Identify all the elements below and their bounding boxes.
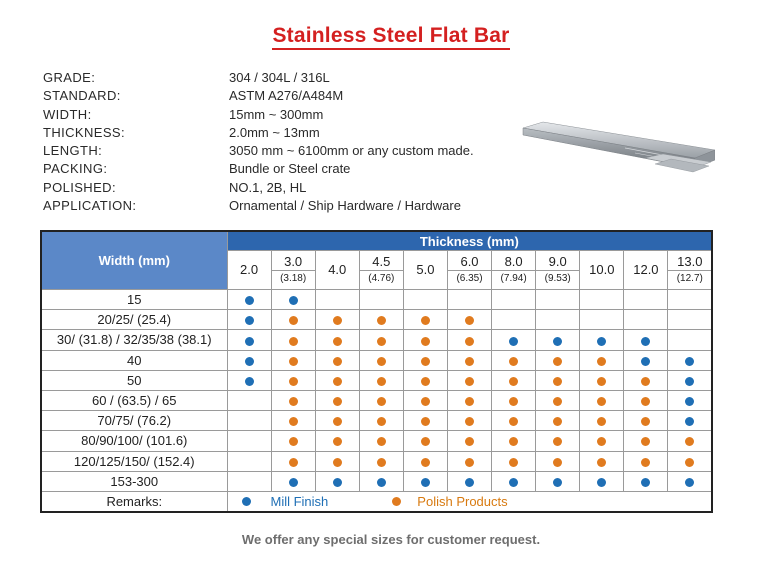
polish-product-dot-icon [509, 417, 518, 426]
spec-label: GRADE: [43, 70, 96, 85]
availability-cell [536, 310, 580, 330]
availability-cell [624, 390, 668, 410]
availability-cell [492, 431, 536, 451]
availability-cell [315, 310, 359, 330]
availability-cell [624, 370, 668, 390]
thickness-value: 5.0 [416, 262, 435, 277]
polish-product-dot-icon [597, 437, 606, 446]
polish-product-dot-icon [641, 417, 650, 426]
thickness-col-header [315, 251, 359, 290]
availability-cell [492, 370, 536, 390]
polish-product-dot-icon [421, 417, 430, 426]
availability-cell [580, 431, 624, 451]
availability-cell [315, 350, 359, 370]
availability-cell [403, 370, 447, 390]
table-row [41, 390, 712, 410]
availability-cell [536, 370, 580, 390]
availability-cell [668, 390, 712, 410]
availability-cell [315, 451, 359, 471]
availability-cell [492, 471, 536, 491]
availability-cell [359, 471, 403, 491]
polish-product-dot-icon [509, 458, 518, 467]
polish-product-dot-icon [465, 377, 474, 386]
thickness-value: 10.0 [589, 262, 615, 277]
polish-product-dot-icon [289, 316, 298, 325]
width-label: 153-300 [41, 471, 227, 491]
footer-note: We offer any special sizes for customer request. [241, 532, 541, 547]
spec-label: POLISHED: [43, 179, 116, 195]
mill-finish-dot-icon [333, 478, 342, 487]
availability-cell [580, 411, 624, 431]
availability-cell [271, 390, 315, 410]
width-header: Width (mm) [41, 231, 227, 290]
thickness-inch-equivalent: (4.76) [360, 270, 403, 287]
availability-cell [580, 290, 624, 310]
polish-product-dot-icon [421, 397, 430, 406]
availability-cell [359, 350, 403, 370]
polish-product-dot-icon [553, 397, 562, 406]
width-label: 80/90/100/ (101.6) [41, 431, 227, 451]
availability-cell [624, 451, 668, 471]
availability-cell [624, 350, 668, 370]
polish-product-dot-icon [377, 316, 386, 325]
width-label: 20/25/ (25.4) [41, 310, 227, 330]
polish-product-dot-icon [509, 437, 518, 446]
polish-product-dot-icon [421, 377, 430, 386]
mill-finish-dot-icon [245, 337, 254, 346]
availability-cell [492, 350, 536, 370]
mill-finish-dot-icon [289, 296, 298, 305]
page-title: Stainless Steel Flat Bar [0, 24, 782, 48]
thickness-value: 3.0 [284, 254, 303, 269]
polish-product-dot-icon [465, 357, 474, 366]
mill-finish-dot-icon [597, 337, 606, 346]
mill-finish-dot-icon [685, 478, 694, 487]
polish-product-dot-icon [641, 437, 650, 446]
polish-product-dot-icon [333, 458, 342, 467]
thickness-header: Thickness (mm) [227, 231, 712, 251]
availability-cell [315, 290, 359, 310]
availability-cell [536, 471, 580, 491]
polish-product-dot-icon [421, 458, 430, 467]
availability-cell [271, 290, 315, 310]
width-label: 70/75/ (76.2) [41, 411, 227, 431]
legend-mill-finish: Mill Finish [270, 493, 329, 509]
availability-cell [447, 451, 491, 471]
thickness-value: 2.0 [240, 262, 259, 277]
mill-finish-dot-icon [685, 397, 694, 406]
availability-cell [227, 310, 271, 330]
spec-label: APPLICATION: [43, 198, 137, 214]
availability-cell [227, 290, 271, 310]
availability-cell [492, 451, 536, 471]
availability-cell [403, 290, 447, 310]
polish-product-dot-icon [333, 357, 342, 366]
legend [227, 491, 712, 512]
mill-finish-dot-icon [289, 478, 298, 487]
table-row [41, 451, 712, 471]
thickness-col-header [447, 251, 491, 290]
availability-cell [227, 330, 271, 350]
availability-cell [403, 330, 447, 350]
polish-product-dot-icon [465, 397, 474, 406]
availability-cell [580, 310, 624, 330]
thickness-col-header [536, 251, 580, 290]
polish-product-dot-icon [553, 357, 562, 366]
polish-product-dot-icon [333, 316, 342, 325]
polish-product-dot-icon [641, 458, 650, 467]
thickness-inch-equivalent: (12.7) [668, 270, 711, 287]
mill-finish-dot-icon [245, 316, 254, 325]
availability-cell [492, 390, 536, 410]
availability-cell [227, 431, 271, 451]
availability-cell [580, 330, 624, 350]
spec-value: NO.1, 2B, HL [229, 179, 307, 195]
availability-cell [536, 330, 580, 350]
polish-product-dot-icon [553, 437, 562, 446]
availability-cell [668, 350, 712, 370]
mill-finish-dot-icon [509, 337, 518, 346]
availability-cell [668, 290, 712, 310]
spec-label: WIDTH: [43, 106, 92, 122]
availability-cell [624, 290, 668, 310]
spec-value: ASTM A276/A484M [229, 88, 344, 104]
spec-value: 15mm ~ 300mm [229, 106, 324, 122]
polish-product-dot-icon [465, 437, 474, 446]
flat-bar-illustration [515, 118, 715, 180]
availability-cell [403, 390, 447, 410]
polish-product-dot-icon [553, 458, 562, 467]
table-row [41, 471, 712, 491]
availability-cell [580, 471, 624, 491]
availability-cell [668, 370, 712, 390]
availability-cell [668, 451, 712, 471]
size-table [40, 230, 713, 513]
availability-cell [227, 350, 271, 370]
mill-finish-dot-icon [553, 478, 562, 487]
availability-cell [359, 290, 403, 310]
mill-finish-dot-icon [465, 478, 474, 487]
availability-cell [271, 370, 315, 390]
availability-cell [580, 350, 624, 370]
polish-product-dot-icon [377, 397, 386, 406]
table-row [41, 310, 712, 330]
spec-value: 3050 mm ~ 6100mm or any custom made. [229, 143, 474, 159]
thickness-col-header [668, 251, 712, 290]
spec-label: LENGTH: [43, 143, 103, 159]
availability-cell [359, 310, 403, 330]
width-label: 40 [41, 350, 227, 370]
table-row [41, 411, 712, 431]
availability-cell [447, 471, 491, 491]
availability-cell [359, 411, 403, 431]
spec-value: 2.0mm ~ 13mm [229, 124, 320, 140]
thickness-value: 9.0 [548, 254, 567, 269]
polish-product-dot-icon [509, 397, 518, 406]
mill-finish-dot-icon [245, 357, 254, 366]
availability-cell [580, 390, 624, 410]
availability-cell [403, 411, 447, 431]
polish-product-dot-icon [392, 497, 401, 506]
thickness-col-header [492, 251, 536, 290]
polish-product-dot-icon [597, 458, 606, 467]
polish-product-dot-icon [289, 337, 298, 346]
polish-product-dot-icon [333, 437, 342, 446]
availability-cell [624, 431, 668, 451]
availability-cell [315, 471, 359, 491]
polish-product-dot-icon [333, 337, 342, 346]
availability-cell [536, 290, 580, 310]
mill-finish-dot-icon [685, 377, 694, 386]
polish-product-dot-icon [377, 377, 386, 386]
spec-value: Ornamental / Ship Hardware / Hardware [229, 198, 461, 214]
availability-cell [668, 411, 712, 431]
availability-cell [624, 471, 668, 491]
mill-finish-dot-icon [685, 417, 694, 426]
availability-cell [403, 431, 447, 451]
availability-cell [403, 310, 447, 330]
availability-cell [536, 350, 580, 370]
availability-cell [403, 471, 447, 491]
polish-product-dot-icon [465, 337, 474, 346]
availability-cell [624, 310, 668, 330]
availability-cell [315, 411, 359, 431]
polish-product-dot-icon [289, 397, 298, 406]
remarks-row [41, 491, 712, 512]
availability-cell [271, 431, 315, 451]
availability-cell [447, 290, 491, 310]
polish-product-dot-icon [465, 417, 474, 426]
availability-cell [315, 431, 359, 451]
polish-product-dot-icon [597, 377, 606, 386]
polish-product-dot-icon [333, 377, 342, 386]
thickness-value: 12.0 [633, 262, 659, 277]
width-label: 50 [41, 370, 227, 390]
availability-cell [580, 370, 624, 390]
availability-cell [359, 431, 403, 451]
thickness-inch-equivalent: (7.94) [492, 270, 535, 287]
polish-product-dot-icon [597, 397, 606, 406]
mill-finish-dot-icon [641, 337, 650, 346]
availability-cell [227, 451, 271, 471]
polish-product-dot-icon [685, 437, 694, 446]
availability-cell [447, 350, 491, 370]
spec-label: PACKING: [43, 161, 108, 177]
availability-cell [447, 431, 491, 451]
polish-product-dot-icon [377, 437, 386, 446]
polish-product-dot-icon [289, 377, 298, 386]
mill-finish-dot-icon [245, 377, 254, 386]
availability-cell [271, 350, 315, 370]
width-label: 30/ (31.8) / 32/35/38 (38.1) [41, 330, 227, 350]
availability-cell [271, 330, 315, 350]
thickness-inch-equivalent: (9.53) [536, 270, 579, 287]
availability-cell [359, 451, 403, 471]
thickness-value: 8.0 [504, 254, 523, 269]
polish-product-dot-icon [377, 417, 386, 426]
thickness-inch-equivalent: (3.18) [272, 270, 315, 287]
availability-cell [447, 310, 491, 330]
polish-product-dot-icon [421, 357, 430, 366]
table-row [41, 330, 712, 350]
availability-cell [315, 390, 359, 410]
mill-finish-dot-icon [553, 337, 562, 346]
availability-cell [492, 330, 536, 350]
polish-product-dot-icon [333, 417, 342, 426]
thickness-col-header [624, 251, 668, 290]
availability-cell [580, 451, 624, 471]
table-row [41, 350, 712, 370]
polish-product-dot-icon [465, 316, 474, 325]
polish-product-dot-icon [289, 437, 298, 446]
availability-cell [492, 290, 536, 310]
polish-product-dot-icon [289, 357, 298, 366]
remarks-label: Remarks: [41, 491, 227, 512]
availability-cell [492, 411, 536, 431]
availability-cell [227, 411, 271, 431]
legend-polish-products: Polish Products [417, 493, 508, 509]
polish-product-dot-icon [377, 337, 386, 346]
polish-product-dot-icon [509, 357, 518, 366]
thickness-col-header [227, 251, 271, 290]
thickness-col-header [271, 251, 315, 290]
width-label: 120/125/150/ (152.4) [41, 451, 227, 471]
thickness-col-header [580, 251, 624, 290]
spec-value: 304 / 304L / 316L [229, 70, 330, 85]
availability-cell [447, 330, 491, 350]
thickness-value: 6.0 [460, 254, 479, 269]
availability-cell [227, 370, 271, 390]
polish-product-dot-icon [421, 437, 430, 446]
availability-cell [624, 411, 668, 431]
polish-product-dot-icon [421, 316, 430, 325]
polish-product-dot-icon [465, 458, 474, 467]
polish-product-dot-icon [289, 458, 298, 467]
mill-finish-dot-icon [509, 478, 518, 487]
availability-cell [227, 471, 271, 491]
mill-finish-dot-icon [242, 497, 251, 506]
availability-cell [668, 330, 712, 350]
availability-cell [315, 370, 359, 390]
availability-cell [271, 471, 315, 491]
polish-product-dot-icon [509, 377, 518, 386]
availability-cell [403, 451, 447, 471]
availability-cell [359, 390, 403, 410]
width-label: 60 / (63.5) / 65 [41, 390, 227, 410]
thickness-value: 13.0 [677, 254, 703, 269]
availability-cell [536, 411, 580, 431]
mill-finish-dot-icon [377, 478, 386, 487]
thickness-value: 4.5 [372, 254, 391, 269]
availability-cell [359, 370, 403, 390]
availability-cell [271, 310, 315, 330]
availability-cell [536, 431, 580, 451]
mill-finish-dot-icon [597, 478, 606, 487]
polish-product-dot-icon [553, 377, 562, 386]
availability-cell [668, 471, 712, 491]
spec-value: Bundle or Steel crate [229, 161, 351, 177]
thickness-value: 4.0 [328, 262, 347, 277]
availability-cell [624, 330, 668, 350]
availability-cell [668, 431, 712, 451]
mill-finish-dot-icon [245, 296, 254, 305]
thickness-inch-equivalent: (6.35) [448, 270, 491, 287]
availability-cell [668, 310, 712, 330]
spec-label: THICKNESS: [43, 124, 126, 140]
polish-product-dot-icon [553, 417, 562, 426]
polish-product-dot-icon [289, 417, 298, 426]
thickness-col-header [403, 251, 447, 290]
mill-finish-dot-icon [641, 478, 650, 487]
availability-cell [359, 330, 403, 350]
polish-product-dot-icon [333, 397, 342, 406]
availability-cell [271, 451, 315, 471]
availability-cell [447, 411, 491, 431]
mill-finish-dot-icon [685, 357, 694, 366]
availability-cell [536, 451, 580, 471]
polish-product-dot-icon [597, 417, 606, 426]
width-label: 15 [41, 290, 227, 310]
availability-cell [536, 390, 580, 410]
polish-product-dot-icon [421, 337, 430, 346]
mill-finish-dot-icon [421, 478, 430, 487]
thickness-col-header [359, 251, 403, 290]
table-row [41, 431, 712, 451]
polish-product-dot-icon [685, 458, 694, 467]
polish-product-dot-icon [597, 357, 606, 366]
spec-label: STANDARD: [43, 88, 121, 104]
table-row [41, 370, 712, 390]
table-row [41, 290, 712, 310]
polish-product-dot-icon [641, 397, 650, 406]
availability-cell [403, 350, 447, 370]
polish-product-dot-icon [377, 458, 386, 467]
polish-product-dot-icon [641, 377, 650, 386]
availability-cell [447, 370, 491, 390]
polish-product-dot-icon [377, 357, 386, 366]
availability-cell [315, 330, 359, 350]
availability-cell [492, 310, 536, 330]
availability-cell [227, 390, 271, 410]
availability-cell [447, 390, 491, 410]
mill-finish-dot-icon [641, 357, 650, 366]
availability-cell [271, 411, 315, 431]
